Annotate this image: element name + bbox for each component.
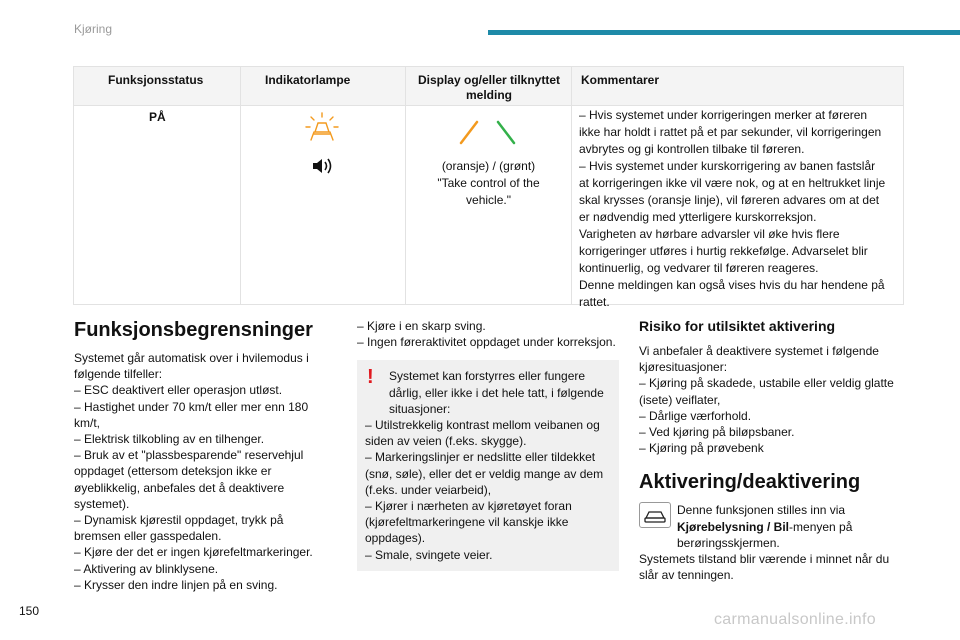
- limits-item: – Kjøre i en skarp sving.: [357, 319, 486, 333]
- th-status: Funksjonsstatus: [108, 73, 204, 87]
- limits-item: – Hastighet under 70 km/t eller mer enn 180 km/t,: [74, 399, 309, 430]
- warning-intro: Systemet kan forstyrres eller fungere dårlig, eller ikke i det hele tatt, i følgende situasjoner:: [389, 369, 604, 416]
- limits-intro: Systemet går automatisk over i hvilemodus i følgende tilfeller:: [74, 351, 309, 382]
- limits-heading: Funksjonsbegrensninger: [74, 319, 313, 341]
- risk-item: – Ved kjøring på biløpsbaner.: [639, 425, 795, 440]
- activation-text-end: -menyen på berøringsskjermen.: [677, 519, 853, 550]
- page-number: 150: [19, 604, 40, 618]
- header-accent-bar: [488, 30, 960, 35]
- table-header-row: [74, 67, 903, 106]
- comment-line: er nødvendig med ytterligere kurskorreksjon.: [579, 210, 817, 224]
- status-value: PÅ: [149, 110, 166, 124]
- display-caption-message: "Take control of the: [437, 176, 540, 190]
- car-settings-icon: [639, 502, 671, 528]
- activation-settings-row: [639, 502, 904, 551]
- comment-line: skal krysses (oransje linje), vil føreren advares om at det: [579, 193, 880, 207]
- limits-item: – Krysser den indre linjen på en sving.: [74, 577, 278, 592]
- comment-line: at korrigeringen ikke vil være nok, og at en heltrukket linje: [579, 176, 886, 190]
- warning-item: – Smale, svingete veier.: [365, 547, 493, 562]
- risk-item: – Dårlige værforhold.: [639, 408, 752, 423]
- lane-line-orange-icon: [457, 119, 483, 145]
- limits-item: – Aktivering av blinklysene.: [74, 561, 219, 576]
- display-caption-colors: (oransje) / (grønt): [441, 159, 536, 173]
- comment-line: rattet.: [579, 295, 610, 309]
- activation-memory-note: Systemets tilstand blir værende i minnet når du slår av tenningen.: [639, 552, 890, 583]
- limits-item: – Ingen føreraktivitet oppdaget under korreksjon.: [357, 335, 616, 350]
- display-caption-message-cont: vehicle.": [466, 193, 511, 207]
- watermark: carmanualsonline.info: [714, 611, 876, 628]
- risk-item: – Kjøring på prøvebenk: [639, 441, 764, 456]
- warning-item: – Utilstrekkelig kontrast mellom veibanen og siden av veien (f.eks. skygge).: [365, 418, 600, 449]
- th-comment: Kommentarer: [581, 73, 660, 87]
- display-caption: [406, 158, 571, 209]
- risk-item: – Kjøring på skadede, ustabile eller veldig glatte (isete) veiflater,: [639, 376, 894, 407]
- status-table: [73, 66, 904, 309]
- comment-line: ikke har holdt i rattet på et par sekunder, vil korrigeringen: [579, 125, 882, 139]
- warning-icon: !: [367, 366, 374, 389]
- col-divider: [240, 67, 241, 304]
- limits-column: [74, 318, 324, 593]
- activation-text: [639, 502, 904, 551]
- activation-heading: Aktivering/deaktivering: [639, 471, 861, 494]
- warning-item: – Markeringslinjer er nedslitte eller tildekket (snø, søle), eller det er veldig mange av dem (f.eks. under veiarbeid),: [365, 450, 604, 497]
- th-indicator: Indikatorlampe: [265, 73, 351, 87]
- comment-line: avbrytes og gi kontrollen tilbake til føreren.: [579, 142, 805, 156]
- activation-text-start: Denne funksjonen stilles inn via: [677, 503, 846, 518]
- th-display-line1: Display og/eller tilknyttet: [417, 73, 561, 87]
- comment-line: Varigheten av hørbare advarsler vil øke hvis flere: [579, 227, 840, 241]
- col-divider: [571, 67, 572, 304]
- limits-item: – Kjøre der det er ingen kjørefeltmarkeringer.: [74, 545, 313, 560]
- activation-menu-name: Kjørebelysning / Bil: [677, 519, 790, 534]
- limits-item: – Elektrisk tilkobling av en tilhenger.: [74, 432, 265, 447]
- limits-item: – ESC deaktivert eller operasjon utløst.: [74, 383, 283, 398]
- th-display-line2: melding: [465, 88, 512, 102]
- comment-text: [579, 107, 897, 311]
- speaker-icon: [311, 156, 335, 176]
- th-display: [404, 73, 574, 103]
- comment-line: – Hvis systemet under kurskorrigering av banen fastslår: [579, 159, 876, 173]
- comment-line: – Hvis systemet under korrigeringen merker at føreren: [579, 108, 868, 122]
- comment-line: Denne meldingen kan også vises hvis du har hendene på: [579, 278, 885, 292]
- risk-heading: Risiko for utilsiktet aktivering: [639, 318, 836, 334]
- lane-line-green-icon: [493, 119, 519, 145]
- warning-box: [357, 360, 619, 570]
- risk-intro: Vi anbefaler å deaktivere systemet i følgende kjøresituasjoner:: [639, 344, 879, 375]
- risk-column: [639, 318, 904, 583]
- chapter-title: Kjøring: [74, 22, 113, 36]
- warning-item: – Kjører i nærheten av kjøretøyet foran (kjørefeltmarkeringene vil kanskje ikke oppdages).: [365, 499, 572, 546]
- comment-line: kontinuerlig, og vedvarer til føreren reageres.: [579, 261, 819, 275]
- limits-item: – Dynamisk kjørestil oppdaget, trykk på bremsen eller gasspedalen.: [74, 513, 284, 544]
- comment-line: korrigeringer utføres i hurtig rekkefølge. Advarselet blir: [579, 244, 868, 258]
- limits-item: – Bruk av et "plassbesparende" reservehjul oppdaget (ettersom deteksjon ikke er øyeblikkelig, anbefales det å deaktivere systemet).: [74, 448, 304, 511]
- limits-column-continued: [357, 318, 619, 571]
- lane-warning-icon: [305, 112, 339, 142]
